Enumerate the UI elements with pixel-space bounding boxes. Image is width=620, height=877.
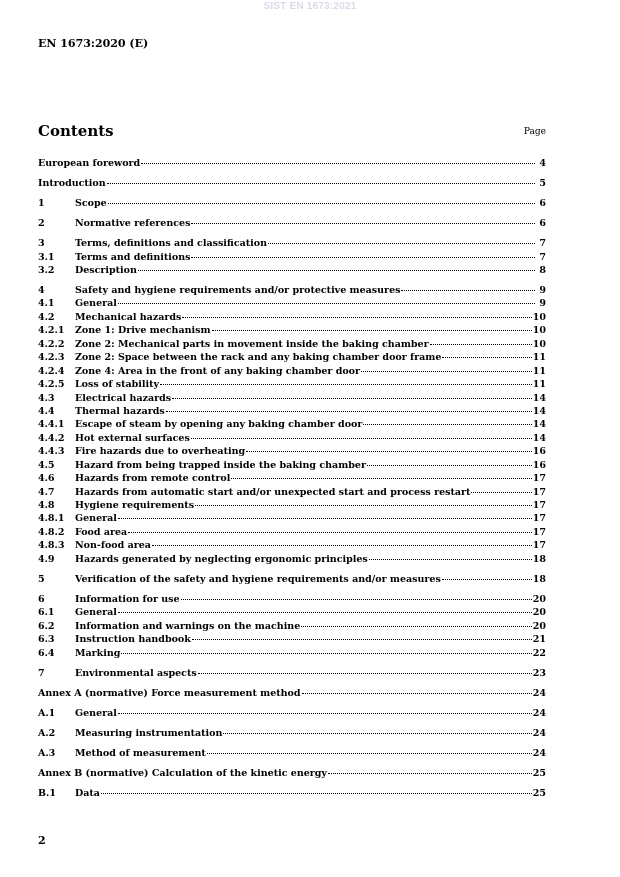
toc-entry-page: 17 bbox=[532, 513, 546, 525]
toc-dot-leader bbox=[471, 492, 531, 493]
toc-entry[interactable] bbox=[38, 539, 546, 552]
toc-entry-page: 14 bbox=[532, 432, 546, 444]
toc-entry-title: Annex B (normative) Calculation of the kinetic energy bbox=[38, 767, 327, 779]
toc-entry-number: 7 bbox=[38, 667, 45, 679]
toc-entry-title: Information and warnings on the machine bbox=[75, 620, 301, 632]
toc-entry-number: 2 bbox=[38, 218, 45, 230]
toc-entry-title: General bbox=[75, 607, 117, 619]
toc-entry-number: 4.5 bbox=[38, 459, 55, 471]
toc-entry-number: 6.1 bbox=[38, 607, 55, 619]
toc-entry[interactable] bbox=[38, 647, 546, 660]
toc-dot-leader bbox=[101, 793, 532, 794]
toc-entry-title: Hazards from automatic start and/or unexpected start and process restart bbox=[75, 486, 471, 498]
toc-entry[interactable] bbox=[38, 767, 546, 780]
toc-entry[interactable] bbox=[38, 237, 546, 250]
toc-entry-title: Hazard from being trapped inside the baking chamber bbox=[75, 459, 366, 471]
toc-entry-title: Terms, definitions and classification bbox=[75, 238, 268, 250]
toc-entry-number: 6.2 bbox=[38, 620, 55, 632]
toc-entry-number: 4.7 bbox=[38, 486, 55, 498]
toc-dot-leader bbox=[191, 223, 535, 224]
toc-dot-leader bbox=[328, 773, 532, 774]
toc-entry[interactable] bbox=[38, 472, 546, 485]
toc-entry-page: 16 bbox=[532, 459, 546, 471]
toc-entry-title: Escape of steam by opening any baking chamber door bbox=[75, 419, 363, 431]
toc-dot-leader bbox=[108, 203, 535, 204]
toc-dot-leader bbox=[231, 478, 531, 479]
toc-entry-page: 24 bbox=[532, 687, 546, 699]
toc-dot-leader bbox=[442, 357, 531, 358]
toc-entry-number: 5 bbox=[38, 573, 45, 585]
toc-entry-page: 17 bbox=[532, 540, 546, 552]
toc-entry-page: 25 bbox=[532, 767, 546, 779]
toc-entry[interactable] bbox=[38, 620, 546, 633]
toc-dot-leader bbox=[207, 753, 532, 754]
toc-entry-number: 4.2.2 bbox=[38, 338, 65, 350]
toc-entry-title: Hazards from remote control bbox=[75, 473, 231, 485]
toc-dot-leader bbox=[166, 411, 532, 412]
toc-entry-title: General bbox=[75, 513, 117, 525]
toc-entry-number: 4.2.3 bbox=[38, 352, 65, 364]
toc-entry[interactable] bbox=[38, 445, 546, 458]
toc-entry-page: 17 bbox=[532, 486, 546, 498]
toc-entry-page: 10 bbox=[532, 325, 546, 337]
toc-dot-leader bbox=[401, 290, 535, 291]
toc-entry-page: 6 bbox=[539, 218, 546, 230]
toc-entry[interactable] bbox=[38, 324, 546, 337]
toc-entry-page: 24 bbox=[532, 747, 546, 759]
document-id: EN 1673:2020 (E) bbox=[38, 37, 149, 50]
toc-entry-number: 4.1 bbox=[38, 298, 55, 310]
toc-entry-title: Information for use bbox=[75, 593, 180, 605]
toc-entry-page: 14 bbox=[532, 405, 546, 417]
toc-entry[interactable] bbox=[38, 667, 546, 680]
toc-entry-number: 4.3 bbox=[38, 392, 55, 404]
toc-entry[interactable] bbox=[38, 177, 546, 190]
toc-entry-number: 4.4.3 bbox=[38, 446, 65, 458]
toc-entry-page: 9 bbox=[539, 285, 546, 297]
toc-dot-leader bbox=[430, 344, 532, 345]
toc-entry-title: Safety and hygiene requirements and/or protective measures bbox=[75, 285, 401, 297]
toc-entry[interactable] bbox=[38, 297, 546, 310]
toc-entry-number: A.2 bbox=[38, 727, 56, 739]
toc-entry-title: Food area bbox=[75, 526, 128, 538]
toc-entry-number: 3.1 bbox=[38, 251, 55, 263]
toc-entry-page: 23 bbox=[532, 667, 546, 679]
toc-dot-leader bbox=[118, 303, 535, 304]
toc-entry-page: 7 bbox=[539, 251, 546, 263]
toc-entry-title: General bbox=[75, 298, 117, 310]
toc-entry-page: 14 bbox=[532, 392, 546, 404]
toc-entry-page: 20 bbox=[532, 620, 546, 632]
toc-entry[interactable] bbox=[38, 405, 546, 418]
toc-entry[interactable] bbox=[38, 217, 546, 230]
table-of-contents bbox=[38, 157, 546, 800]
toc-entry-page: 11 bbox=[532, 365, 546, 377]
toc-entry-number: 4 bbox=[38, 285, 45, 297]
toc-entry-title: Zone 4: Area in the front of any baking chamber door bbox=[75, 365, 361, 377]
toc-entry-page: 17 bbox=[532, 473, 546, 485]
toc-entry[interactable] bbox=[38, 351, 546, 364]
toc-entry-number: 4.2.4 bbox=[38, 365, 65, 377]
toc-entry-number: 4.2 bbox=[38, 311, 55, 323]
footer-page-number: 2 bbox=[38, 834, 46, 847]
toc-entry[interactable] bbox=[38, 392, 546, 405]
toc-entry-page: 17 bbox=[532, 500, 546, 512]
toc-entry-title: Zone 2: Space between the rack and any baking chamber door frame bbox=[75, 352, 442, 364]
toc-entry-title: Annex A (normative) Force measurement method bbox=[38, 687, 301, 699]
toc-entry[interactable] bbox=[38, 526, 546, 539]
toc-entry-number: 4.8 bbox=[38, 500, 55, 512]
toc-entry-title: Measuring instrumentation bbox=[75, 727, 223, 739]
toc-entry-title: Marking bbox=[75, 647, 121, 659]
toc-entry-title: Zone 1: Drive mechanism bbox=[75, 325, 211, 337]
toc-entry-title: Data bbox=[75, 787, 100, 799]
toc-entry[interactable] bbox=[38, 264, 546, 277]
toc-entry-page: 16 bbox=[532, 446, 546, 458]
toc-dot-leader bbox=[302, 693, 532, 694]
toc-entry-title: Description bbox=[75, 265, 137, 276]
toc-entry-title: Zone 2: Mechanical parts in movement inside the baking chamber bbox=[75, 338, 429, 350]
toc-dot-leader bbox=[361, 371, 532, 372]
toc-entry[interactable] bbox=[38, 687, 546, 700]
toc-entry[interactable] bbox=[38, 573, 546, 586]
toc-entry-page: 5 bbox=[539, 178, 546, 190]
toc-dot-leader bbox=[181, 599, 532, 600]
toc-entry-page: 11 bbox=[532, 379, 546, 391]
toc-entry[interactable] bbox=[38, 378, 546, 391]
toc-entry-page: 10 bbox=[532, 311, 546, 323]
toc-entry-number: 4.4.2 bbox=[38, 432, 65, 444]
toc-entry-title: Verification of the safety and hygiene requirements and/or measures bbox=[75, 573, 441, 585]
toc-dot-leader bbox=[367, 465, 532, 466]
toc-entry[interactable] bbox=[38, 418, 546, 431]
toc-entry-title: Fire hazards due to overheating bbox=[75, 446, 246, 458]
toc-entry-title: Terms and definitions bbox=[75, 251, 191, 263]
toc-entry-page: 10 bbox=[532, 338, 546, 350]
toc-entry-page: 14 bbox=[532, 419, 546, 431]
toc-entry[interactable] bbox=[38, 432, 546, 445]
toc-entry-title: General bbox=[75, 707, 117, 719]
toc-entry-title: Loss of stability bbox=[75, 379, 160, 391]
toc-entry-title: Environmental aspects bbox=[75, 667, 197, 679]
toc-entry-page: 25 bbox=[532, 787, 546, 799]
toc-dot-leader bbox=[192, 639, 532, 640]
toc-dot-leader bbox=[128, 532, 532, 533]
toc-entry-page: 8 bbox=[539, 265, 546, 276]
toc-dot-leader bbox=[246, 451, 532, 452]
toc-entry[interactable] bbox=[38, 747, 546, 760]
toc-entry-number: 4.8.2 bbox=[38, 526, 65, 538]
toc-entry-title: Scope bbox=[75, 198, 107, 210]
toc-entry[interactable] bbox=[38, 197, 546, 210]
toc-entry-title: Hazards generated by neglecting ergonomic principles bbox=[75, 553, 368, 565]
toc-dot-leader bbox=[301, 626, 532, 627]
toc-entry-number: 4.8.3 bbox=[38, 540, 65, 552]
toc-entry[interactable] bbox=[38, 486, 546, 499]
toc-entry-number: 6 bbox=[38, 593, 45, 605]
toc-entry[interactable] bbox=[38, 251, 546, 264]
toc-entry[interactable] bbox=[38, 553, 546, 566]
toc-dot-leader bbox=[118, 713, 532, 714]
toc-entry[interactable] bbox=[38, 338, 546, 351]
toc-entry-title: Mechanical hazards bbox=[75, 311, 182, 323]
toc-entry-number: 4.4.1 bbox=[38, 419, 65, 431]
toc-dot-leader bbox=[152, 545, 532, 546]
toc-entry-number: 4.2.5 bbox=[38, 379, 65, 391]
toc-entry[interactable] bbox=[38, 499, 546, 512]
toc-entry-number: 6.4 bbox=[38, 647, 55, 659]
toc-dot-leader bbox=[182, 317, 531, 318]
toc-entry-number: 4.6 bbox=[38, 473, 55, 485]
contents-heading: Contents bbox=[38, 122, 114, 140]
toc-entry[interactable] bbox=[38, 284, 546, 297]
toc-entry-page: 22 bbox=[532, 647, 546, 659]
page-column-label: Page bbox=[523, 127, 546, 137]
toc-entry-number: B.1 bbox=[38, 787, 56, 799]
toc-entry-number: 1 bbox=[38, 198, 45, 210]
toc-entry-title: European foreword bbox=[38, 158, 141, 169]
toc-entry-page: 11 bbox=[532, 352, 546, 364]
toc-entry-title: Introduction bbox=[38, 178, 106, 190]
toc-entry[interactable] bbox=[38, 707, 546, 720]
toc-entry-title: Electrical hazards bbox=[75, 392, 172, 404]
toc-entry[interactable] bbox=[38, 787, 546, 800]
toc-dot-leader bbox=[223, 733, 531, 734]
toc-entry[interactable] bbox=[38, 459, 546, 472]
toc-entry-page: 24 bbox=[532, 727, 546, 739]
toc-entry-page: 20 bbox=[532, 593, 546, 605]
toc-entry-title: Hygiene requirements bbox=[75, 500, 195, 512]
toc-entry-title: Method of measurement bbox=[75, 747, 206, 759]
toc-dot-leader bbox=[160, 384, 532, 385]
watermark: SIST EN 1673:2021 bbox=[263, 1, 357, 12]
toc-entry-title: Instruction handbook bbox=[75, 634, 191, 646]
toc-entry-page: 7 bbox=[539, 238, 546, 250]
toc-dot-leader bbox=[191, 257, 535, 258]
toc-dot-leader bbox=[268, 243, 535, 244]
toc-dot-leader bbox=[198, 673, 532, 674]
toc-entry-page: 6 bbox=[539, 198, 546, 210]
toc-entry-page: 17 bbox=[532, 526, 546, 538]
toc-entry-number: 3.2 bbox=[38, 265, 55, 276]
toc-entry[interactable] bbox=[38, 606, 546, 619]
toc-entry-title: Hot external surfaces bbox=[75, 432, 190, 444]
toc-entry-page: 9 bbox=[539, 298, 546, 310]
toc-dot-leader bbox=[442, 579, 532, 580]
toc-dot-leader bbox=[363, 424, 531, 425]
toc-entry-number: A.1 bbox=[38, 707, 56, 719]
toc-dot-leader bbox=[369, 559, 532, 560]
toc-dot-leader bbox=[212, 330, 532, 331]
toc-dot-leader bbox=[118, 612, 532, 613]
toc-dot-leader bbox=[138, 270, 535, 271]
toc-entry-title: Normative references bbox=[75, 218, 191, 230]
toc-entry-page: 21 bbox=[532, 634, 546, 646]
toc-entry[interactable] bbox=[38, 633, 546, 646]
toc-entry[interactable] bbox=[38, 593, 546, 606]
toc-entry-page: 18 bbox=[532, 553, 546, 565]
toc-entry-number: A.3 bbox=[38, 747, 56, 759]
toc-entry[interactable] bbox=[38, 727, 546, 740]
toc-entry-page: 18 bbox=[532, 573, 546, 585]
toc-entry[interactable] bbox=[38, 157, 546, 170]
toc-dot-leader bbox=[191, 438, 532, 439]
toc-dot-leader bbox=[141, 163, 535, 164]
toc-dot-leader bbox=[121, 653, 531, 654]
toc-dot-leader bbox=[195, 505, 532, 506]
toc-entry-number: 6.3 bbox=[38, 634, 55, 646]
toc-entry-page: 24 bbox=[532, 707, 546, 719]
toc-entry[interactable] bbox=[38, 512, 546, 525]
toc-entry-number: 4.8.1 bbox=[38, 513, 65, 525]
toc-entry-page: 4 bbox=[539, 158, 546, 169]
toc-dot-leader bbox=[172, 398, 532, 399]
toc-entry-page: 20 bbox=[532, 607, 546, 619]
toc-entry[interactable] bbox=[38, 365, 546, 378]
toc-entry-number: 4.4 bbox=[38, 405, 55, 417]
toc-dot-leader bbox=[118, 518, 532, 519]
toc-entry-title: Non-food area bbox=[75, 540, 151, 552]
toc-entry-number: 4.2.1 bbox=[38, 325, 65, 337]
toc-entry-title: Thermal hazards bbox=[75, 405, 165, 417]
toc-dot-leader bbox=[107, 183, 535, 184]
toc-entry[interactable] bbox=[38, 311, 546, 324]
toc-entry-number: 4.9 bbox=[38, 553, 55, 565]
toc-entry-number: 3 bbox=[38, 238, 45, 250]
